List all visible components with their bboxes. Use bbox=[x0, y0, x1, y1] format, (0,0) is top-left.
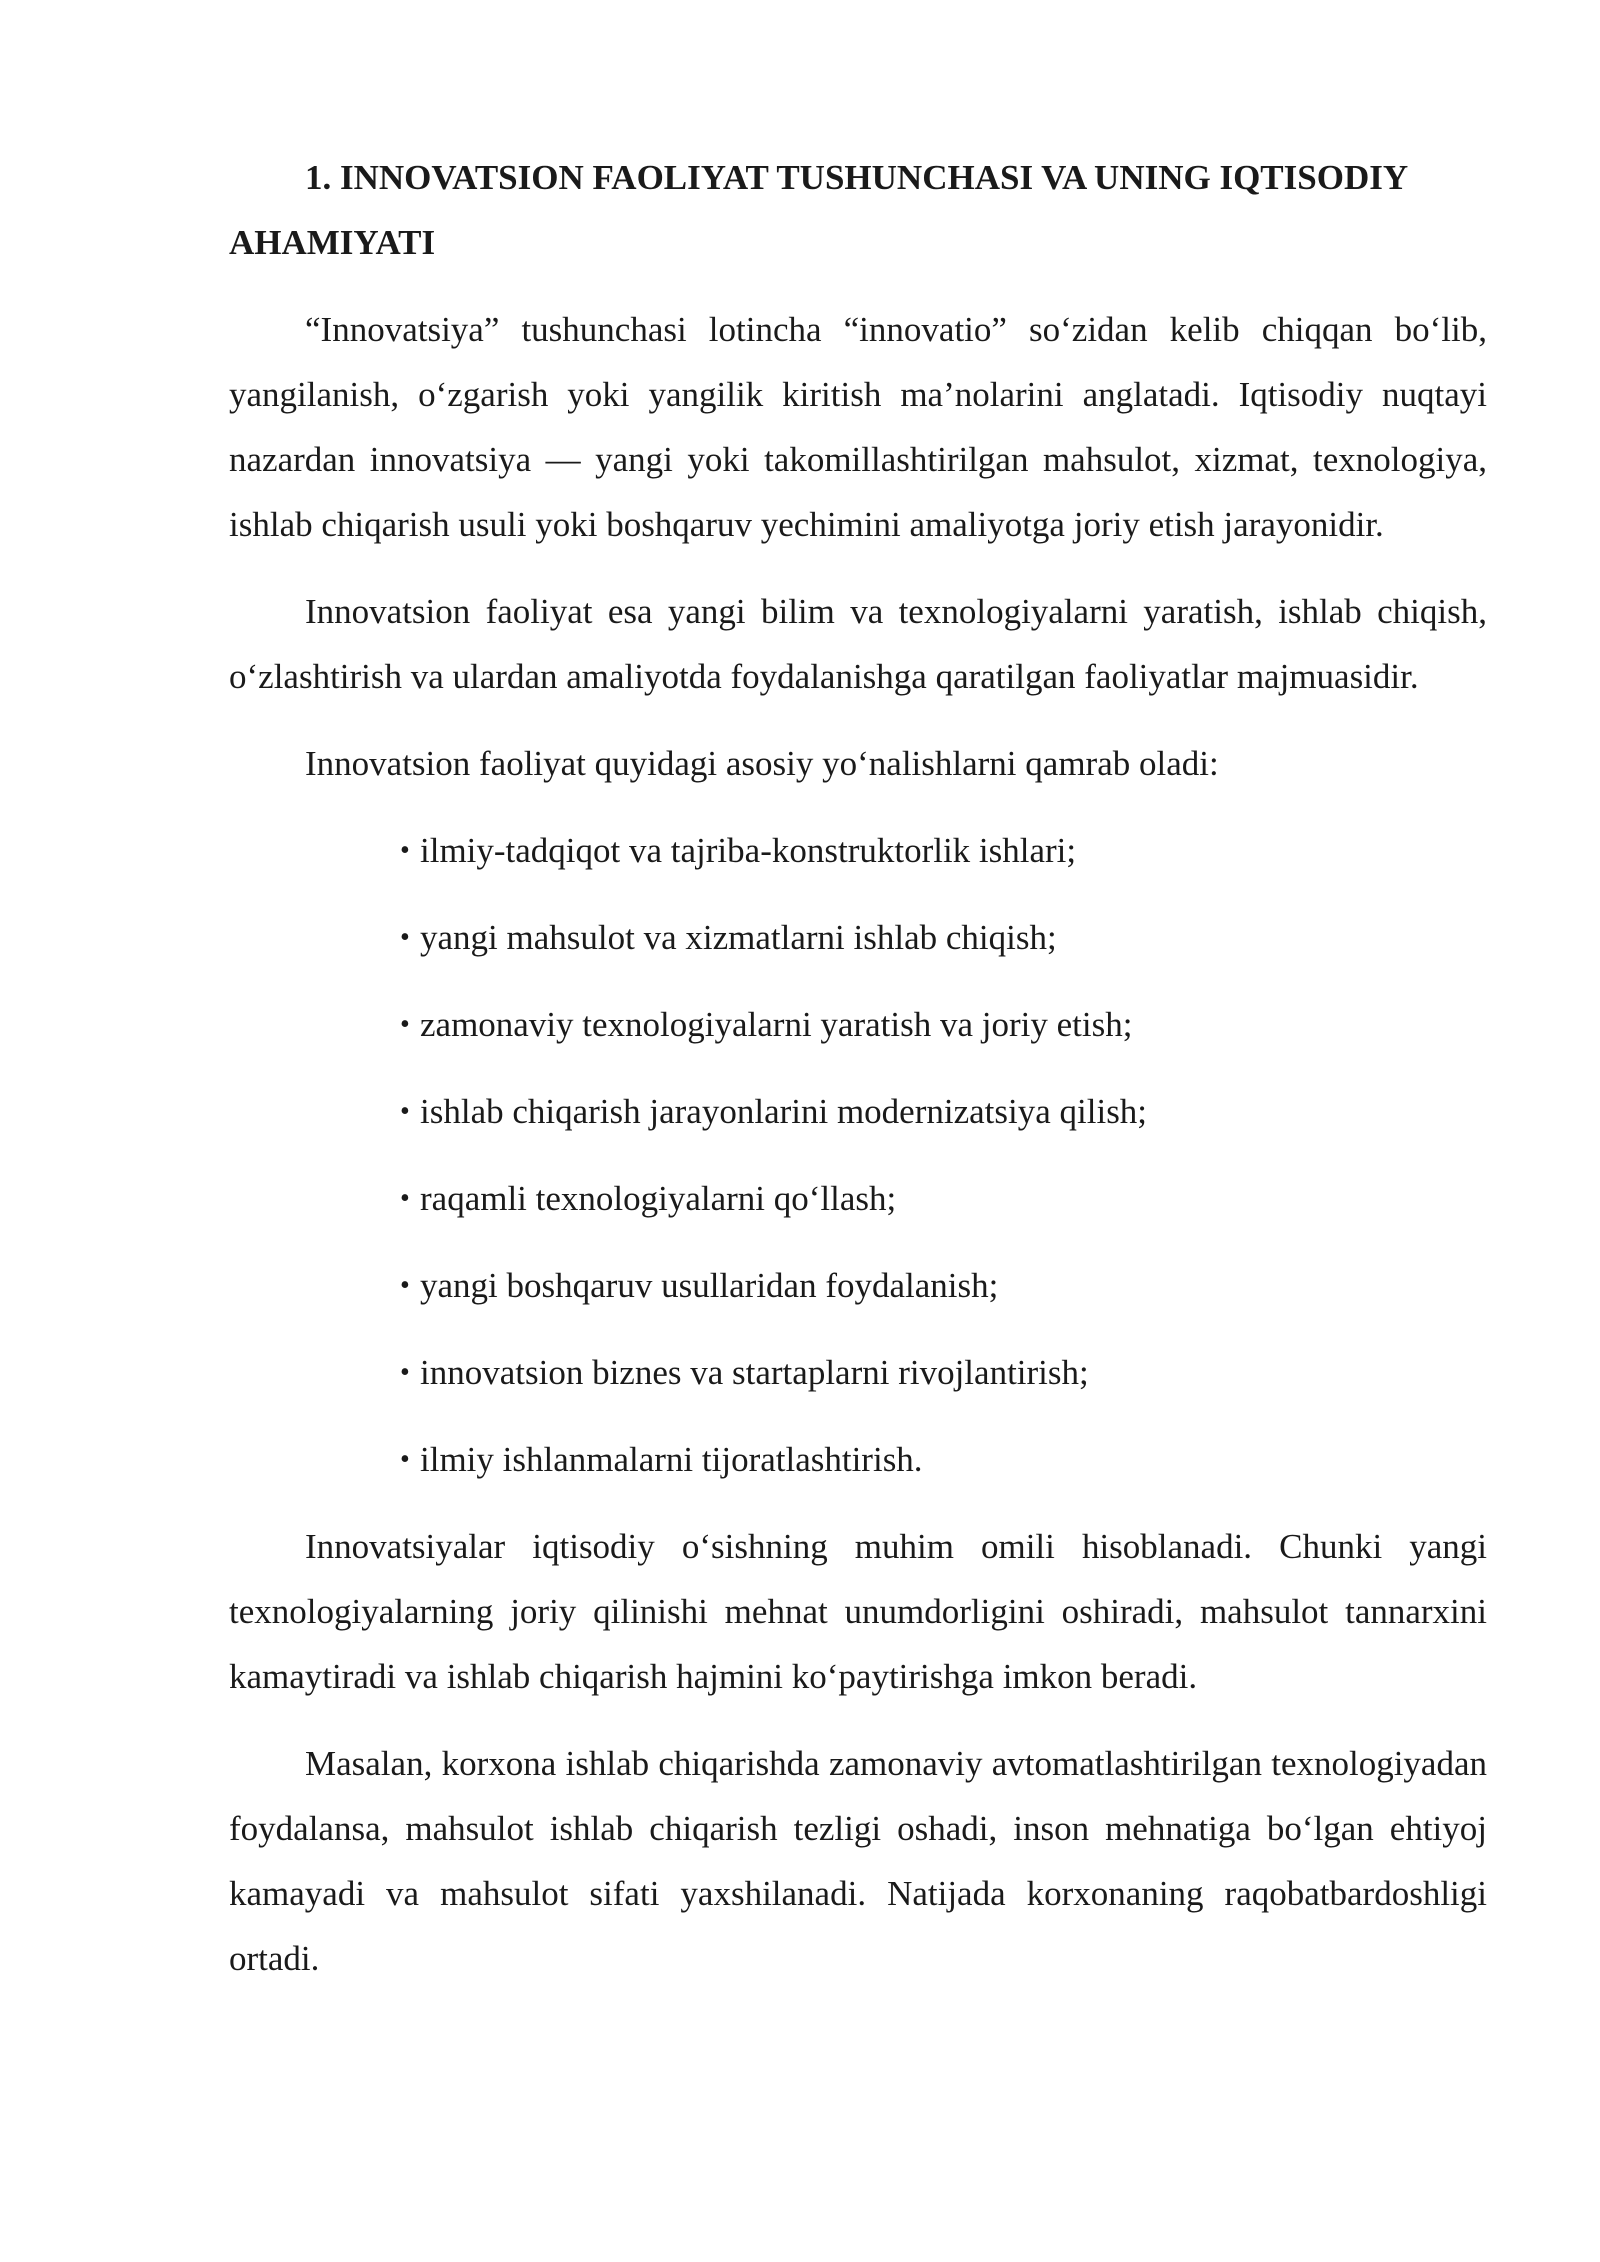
list-item bbox=[229, 1079, 1487, 1144]
bullet-icon: • bbox=[400, 1009, 410, 1040]
list-item-text: ishlab chiqarish jarayonlarini modernizatsiya qilish; bbox=[420, 1092, 1148, 1131]
bullet-icon: • bbox=[400, 922, 410, 953]
list-item-text: ilmiy-tadqiqot va tajriba-konstruktorlik ishlari; bbox=[420, 831, 1077, 870]
list-item-text: yangi boshqaruv usullaridan foydalanish; bbox=[420, 1266, 999, 1305]
list-item bbox=[229, 992, 1487, 1057]
list-item bbox=[229, 1253, 1487, 1318]
list-item-text: ilmiy ishlanmalarni tijoratlashtirish. bbox=[420, 1440, 923, 1479]
directions-list bbox=[229, 818, 1487, 1492]
list-item bbox=[229, 905, 1487, 970]
list-item bbox=[229, 1166, 1487, 1231]
paragraph-example: Masalan, korxona ishlab chiqarishda zamonaviy avtomatlashtirilgan texnologiyadan foydalansa, mahsulot ishlab chiqarish tezligi oshadi, inson mehnatiga bo‘lgan ehtiyoj kamayadi va mahsulot sifati yaxshilanadi. Natijada korxonaning raqobatbardoshligi ortadi. bbox=[229, 1744, 1487, 1978]
bullet-icon: • bbox=[400, 1357, 410, 1388]
paragraph-list-intro: Innovatsion faoliyat quyidagi asosiy yo‘nalishlarni qamrab oladi: bbox=[305, 744, 1219, 783]
list-item bbox=[229, 1427, 1487, 1492]
document-page bbox=[229, 145, 1487, 2013]
list-item-text: innovatsion biznes va startaplarni rivojlantirish; bbox=[420, 1353, 1089, 1392]
bullet-icon: • bbox=[400, 835, 410, 866]
list-item-text: yangi mahsulot va xizmatlarni ishlab chiqish; bbox=[420, 918, 1057, 957]
list-item-text: zamonaviy texnologiyalarni yaratish va joriy etish; bbox=[420, 1005, 1133, 1044]
paragraph-innovation-activity: Innovatsion faoliyat esa yangi bilim va texnologiyalarni yaratish, ishlab chiqish, o‘zlashtirish va ulardan amaliyotda foydalanishga qaratilgan faoliyatlar majmuasidir. bbox=[229, 592, 1487, 696]
list-item bbox=[229, 818, 1487, 883]
bullet-icon: • bbox=[400, 1183, 410, 1214]
bullet-icon: • bbox=[400, 1444, 410, 1475]
list-item bbox=[229, 1340, 1487, 1405]
bullet-icon: • bbox=[400, 1270, 410, 1301]
list-item-text: raqamli texnologiyalarni qo‘llash; bbox=[420, 1179, 897, 1218]
paragraph-economic-growth: Innovatsiyalar iqtisodiy o‘sishning muhim omili hisoblanadi. Chunki yangi texnologiyalarning joriy qilinishi mehnat unumdorligini oshiradi, mahsulot tannarxini kamaytiradi va ishlab chiqarish hajmini ko‘paytirishga imkon beradi. bbox=[229, 1527, 1487, 1696]
section-heading: 1. INNOVATSION FAOLIYAT TUSHUNCHASI VA UNING IQTISODIY AHAMIYATI bbox=[229, 158, 1407, 262]
paragraph-innovation-definition: “Innovatsiya” tushunchasi lotincha “innovatio” so‘zidan kelib chiqqan bo‘lib, yangilanish, o‘zgarish yoki yangilik kiritish ma’nolarini anglatadi. Iqtisodiy nuqtayi nazardan innovatsiya — yangi yoki takomillashtirilgan mahsulot, xizmat, texnologiya, ishlab chiqarish usuli yoki boshqaruv yechimini amaliyotga joriy etish jarayonidir. bbox=[229, 310, 1487, 544]
bullet-icon: • bbox=[400, 1096, 410, 1127]
